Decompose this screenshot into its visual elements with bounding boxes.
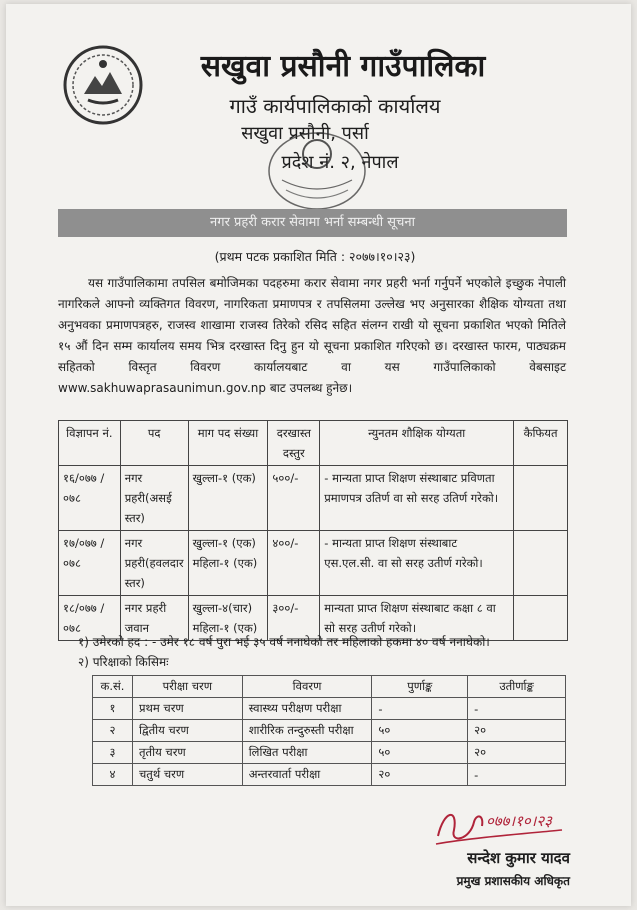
cell-fee: ३००/- bbox=[268, 596, 320, 641]
cell-fee: ४००/- bbox=[268, 531, 320, 596]
cell-remarks bbox=[514, 466, 568, 531]
header-desc: विवरण bbox=[242, 676, 372, 698]
cell-count: खुल्ला-४(चार) महिला-१ (एक) bbox=[188, 596, 268, 641]
cell-qualification: - मान्यता प्राप्त शिक्षण संस्थाबाट प्रविणता प्रमाणपत्र उतिर्ण वा सो सरह उतिर्ण गरेको। bbox=[320, 466, 514, 531]
notice-body-text: यस गाउँपालिकामा तपसिल बमोजिमका पदहरुमा करार सेवामा नगर प्रहरी भर्ना गर्नुपर्ने भएकोले इच्छुक नेपाली नागरिकले आफ्नो व्यक्तिगत विवरण, नागरिकता प्रमाणपत्र र तपसिलमा उल्लेख भए अनुसारका शैक्षिक योग्यता तथा अनुभवका प्रमाणपत्रहरु, राजस्व शाखामा राजस्व तिरेको रसिद सहित संलग्न राखी यो सूचना प्रकाशित भएको मितिले १५ औं दिन सम्म कार्यालय समय भित्र दरखास्त दिनु हुन यो सूचना प्रकाशित गरिएको छ। दरखास्त फारम, पाठ्यक्रम सहितको विस्तृत विवरण कार्यालयबाट वा यस गाउँपालिकाको वेबसाइट www.sakhuwaprasaunimun.gov.np बाट उपलब्ध हुनेछ। bbox=[58, 276, 566, 395]
header-qualification: न्युनतम शौक्षिक योग्यता bbox=[320, 421, 514, 466]
header-stage: परीक्षा चरण bbox=[132, 676, 242, 698]
table-row bbox=[59, 531, 568, 596]
vacancy-table-header bbox=[59, 421, 568, 466]
cell-count: खुल्ला-१ (एक) bbox=[188, 466, 268, 531]
table-row bbox=[93, 720, 566, 742]
address: सखुवा प्रसौनी, पर्सा bbox=[241, 123, 369, 144]
cell-desc: अन्तरवार्ता परीक्षा bbox=[242, 764, 372, 786]
handwritten-signature bbox=[430, 800, 570, 852]
signatory-name: सन्देश कुमार यादव bbox=[467, 849, 570, 867]
header-sn: क.सं. bbox=[93, 676, 133, 698]
table-row bbox=[93, 698, 566, 720]
cell-post: नगर प्रहरी(हवलदार स्तर) bbox=[120, 531, 188, 596]
cell-pass-marks: २० bbox=[468, 720, 566, 742]
header-fee: दरखास्त दस्तुर bbox=[268, 421, 320, 466]
office-name: गाउँ कार्यपालिकाको कार्यालय bbox=[229, 94, 441, 118]
header-ad-no: विज्ञापन नं. bbox=[59, 421, 121, 466]
exam-heading: २) परिक्षाको किसिमः bbox=[78, 655, 169, 669]
header-pass-marks: उतीर्णाङ्क bbox=[468, 676, 566, 698]
cell-post: नगर प्रहरी जवान bbox=[120, 596, 188, 641]
header-remarks: कैफियत bbox=[514, 421, 568, 466]
country-line: प्रदेश नं. २, नेपाल bbox=[281, 152, 399, 173]
age-limit-note: १) उमेरको हद : - उमेर १८ वर्ष पुरा भई ३५ वर्ष ननाघेको तर महिलाको हकमा ४० वर्ष ननाघेको। bbox=[78, 635, 490, 649]
table-row bbox=[59, 466, 568, 531]
table-row bbox=[93, 764, 566, 786]
cell-stage: द्वितीय चरण bbox=[132, 720, 242, 742]
signatory-title: प्रमुख प्रशासकीय अधिकृत bbox=[456, 874, 570, 888]
office-stamp-icon bbox=[262, 128, 372, 214]
cell-desc: लिखित परीक्षा bbox=[242, 742, 372, 764]
cell-count: खुल्ला-१ (एक) महिला-१ (एक) bbox=[188, 531, 268, 596]
exam-table-header bbox=[93, 676, 566, 698]
notice-body bbox=[58, 273, 566, 399]
cell-desc: शारीरिक तन्दुरुस्ती परीक्षा bbox=[242, 720, 372, 742]
cell-remarks bbox=[514, 531, 568, 596]
cell-sn: २ bbox=[93, 720, 133, 742]
svg-text:०७७।१०।२३: ०७७।१०।२३ bbox=[486, 812, 552, 830]
cell-stage: प्रथम चरण bbox=[132, 698, 242, 720]
exam-table bbox=[92, 675, 566, 786]
cell-full-marks: ५० bbox=[372, 742, 468, 764]
cell-sn: १ bbox=[93, 698, 133, 720]
header-count: माग पद संख्या bbox=[188, 421, 268, 466]
header-full-marks: पुर्णाङ्क bbox=[372, 676, 468, 698]
cell-post: नगर प्रहरी(असई स्तर) bbox=[120, 466, 188, 531]
cell-full-marks: - bbox=[372, 698, 468, 720]
cell-desc: स्वास्थ्य परीक्षण परीक्षा bbox=[242, 698, 372, 720]
cell-sn: ३ bbox=[93, 742, 133, 764]
cell-qualification: - मान्यता प्राप्त शिक्षण संस्थाबाट एस.एल.सी. वा सो सरह उतीर्ण गरेको। bbox=[320, 531, 514, 596]
cell-stage: चतुर्थ चरण bbox=[132, 764, 242, 786]
cell-full-marks: २० bbox=[372, 764, 468, 786]
cell-fee: ५००/- bbox=[268, 466, 320, 531]
publish-date: (प्रथम पटक प्रकाशित मिति : २०७७।१०।२३) bbox=[214, 249, 416, 264]
nepal-emblem-icon bbox=[62, 44, 144, 126]
org-name: सखुवा प्रसौनी गाउँपालिका bbox=[200, 49, 486, 84]
cell-qualification: मान्यता प्राप्त शिक्षण संस्थाबाट कक्षा ८ वा सो सरह उतीर्ण गरेको। bbox=[320, 596, 514, 641]
cell-pass-marks: - bbox=[468, 764, 566, 786]
table-row bbox=[93, 742, 566, 764]
cell-pass-marks: २० bbox=[468, 742, 566, 764]
notes bbox=[78, 632, 598, 672]
cell-ad-no: १६/०७७ /०७८ bbox=[59, 466, 121, 531]
vacancy-table bbox=[58, 420, 568, 641]
cell-ad-no: १७/०७७ /०७८ bbox=[59, 531, 121, 596]
cell-ad-no: १८/०७७ /०७८ bbox=[59, 596, 121, 641]
notice-banner: नगर प्रहरी करार सेवामा भर्ना सम्बन्धी सूचना bbox=[58, 209, 567, 237]
header-post: पद bbox=[120, 421, 188, 466]
cell-pass-marks: - bbox=[468, 698, 566, 720]
cell-sn: ४ bbox=[93, 764, 133, 786]
cell-full-marks: ५० bbox=[372, 720, 468, 742]
cell-stage: तृतीय चरण bbox=[132, 742, 242, 764]
